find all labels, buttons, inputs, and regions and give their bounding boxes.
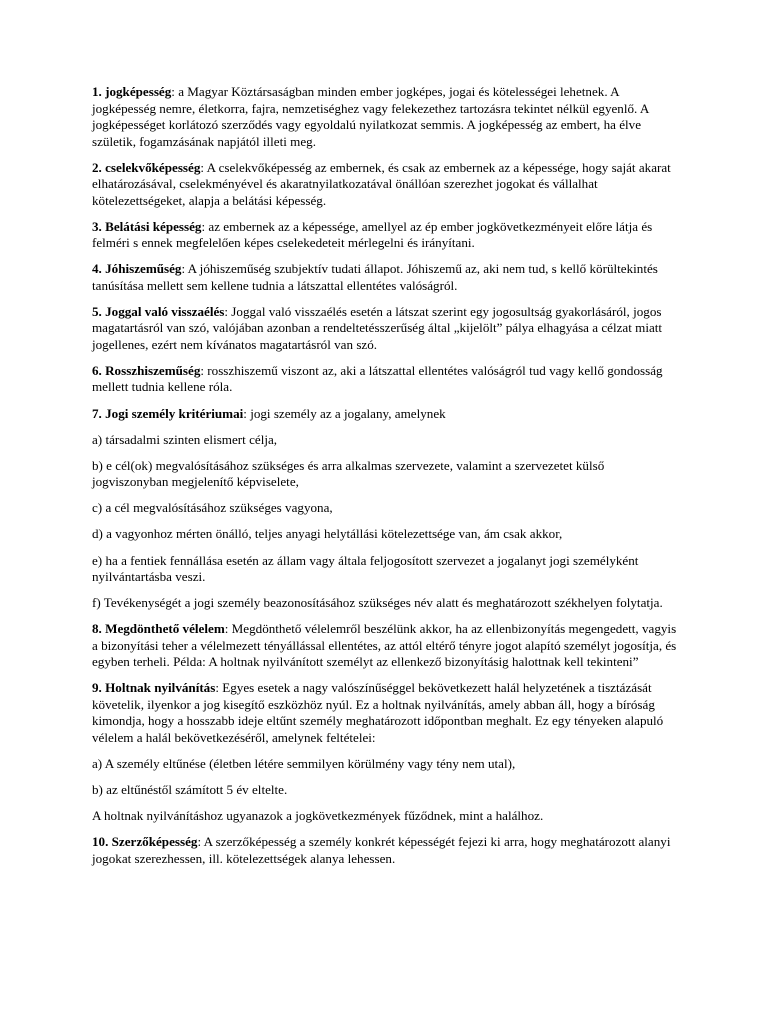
paragraph-text: : Joggal való visszaélés esetén a látszat szerint egy jogosultság gyakorlásáról, jogos magatartásról van szó, valójában azonban a rendeltetésszerűség által „kijelölt” pálya elhagyása a célzat miatt jogellenes, ezért nem kívánatos magatartásról van szó.	[92, 303, 663, 352]
paragraph-text: f) Tevékenységét a jogi személy beazonosításához szükséges név alatt és meghatározott székhelyen folytatja.	[92, 595, 663, 611]
paragraph-text: : Megdönthető vélelemről beszélünk akkor, ha az ellenbizonyítás megengedett, vagyis a bizonyítási teher a vélelmezett tényállással ellentétes, az attól eltérő tényre jogot alapító személyt jogosítja, és egyben terheli. Példa: A holtnak nyilvánított személyt az ellenkező bizonyításig halottnak kell tekinteni”	[92, 621, 677, 670]
paragraph-text: : rosszhiszemű viszont az, aki a látszattal ellentétes valóságról tud vagy kellő gondosság mellett tudnia kellene róla.	[92, 362, 663, 395]
paragraph-text: a) társadalmi szinten elismert célja,	[92, 431, 278, 447]
term-heading: 8. Megdönthető vélelem	[92, 621, 225, 637]
paragraph-text: A holtnak nyilvánításhoz ugyanazok a jogkövetkezmények fűződnek, mint a halálhoz.	[92, 808, 544, 824]
paragraph-4	[92, 261, 682, 294]
list-item-7d	[92, 526, 682, 543]
paragraph-8	[92, 621, 682, 671]
list-item-9b	[92, 782, 682, 799]
term-heading: 2. cselekvőképesség	[92, 159, 201, 175]
term-heading: 7. Jogi személy kritériumai	[92, 405, 244, 421]
list-item-7c	[92, 500, 682, 517]
paragraph-text: a) A személy eltűnése (életben létére semmilyen körülmény vagy tény nem utal),	[92, 755, 516, 771]
term-heading: 6. Rosszhiszeműség	[92, 362, 201, 378]
term-heading: 3. Belátási képesség	[92, 218, 202, 234]
paragraph-text: b) e cél(ok) megvalósításához szükséges és arra alkalmas szervezete, valamint a szervezetet külső jogviszonyban megjelenítő képviselete,	[92, 457, 605, 490]
paragraph-text: : az embernek az a képessége, amellyel az ép ember jogkövetkezményeit előre látja és felméri s ennek megfelelően képes cselekedeteit mérlegelni és irányítani.	[92, 218, 653, 251]
list-item-7f	[92, 595, 682, 612]
paragraph-10	[92, 834, 682, 867]
paragraph-text: : A jóhiszeműség szubjektív tudati állapot. Jóhiszemű az, aki nem tud, s kellő körültekintés tanúsítása mellett sem kellene tudnia a látszattal ellentétes valóságról.	[92, 261, 658, 293]
term-heading: 10. Szerzőképesség	[92, 834, 198, 850]
document-page	[92, 84, 682, 877]
paragraph-9	[92, 680, 682, 746]
paragraph-text: : Egyes esetek a nagy valószínűséggel bekövetkezett halál helyzetének a tisztázását követelik, ilyenkor a jog kisegítő eszközhöz nyúl. Ez a holtnak nyilvánítás, amely abban áll, hogy a bíróság kimondja, hogy a hosszabb ideje eltűnt személy meghatározott időpontban meghalt. Ez egy tényeken alapuló vélelem a halál bekövetkezéséről, amelynek feltételei:	[92, 680, 664, 745]
paragraph-text: e) ha a fentiek fennállása esetén az állam vagy általa feljogosított szervezet a jogalanyt jogi személyként nyilvántartásba veszi.	[92, 552, 639, 585]
paragraph-text: : jogi személy az a jogalany, amelynek	[243, 405, 446, 421]
paragraph-text: : a Magyar Köztársaságban minden ember jogképes, jogai és kötelességei lehetnek. A jogképesség nemre, életkorra, fajra, nemzetiséghez vagy felekezethez tartozásra tekintet nélkül egyenlő. A jogképességet korlátozó szerződés vagy egyoldalú nyilatkozat semmis. A jogképesség az embert, ha élve születik, fogamzásának napjától illeti meg.	[92, 84, 649, 149]
paragraph-text: c) a cél megvalósításához szükséges vagyona,	[92, 500, 333, 516]
term-heading: 5. Joggal való visszaélés	[92, 303, 225, 319]
list-item-7a	[92, 432, 682, 449]
paragraph-6	[92, 363, 682, 396]
paragraph-2	[92, 160, 682, 210]
paragraph-7	[92, 406, 682, 423]
paragraph-9-summary	[92, 808, 682, 825]
list-item-7e	[92, 553, 682, 586]
term-heading: 9. Holtnak nyilvánítás	[92, 680, 216, 696]
paragraph-5	[92, 304, 682, 354]
list-item-9a	[92, 756, 682, 773]
term-heading: 4. Jóhiszeműség	[92, 261, 182, 277]
paragraph-3	[92, 219, 682, 252]
paragraph-text: : A cselekvőképesség az embernek, és csak az embernek az a képessége, hogy saját akarat elhatározásával, cselekményével és akaratnyilatkozatával önállóan szerezhet jogokat és vállalhat kötelezettségeket, alapja a belátási képesség.	[92, 159, 671, 208]
paragraph-text: : A szerzőképesség a személy konkrét képességét fejezi ki arra, hogy meghatározott alanyi jogokat szerezhessen, ill. kötelezettségek alanya lehessen.	[92, 834, 671, 866]
list-item-7b	[92, 458, 682, 491]
paragraph-text: d) a vagyonhoz mérten önálló, teljes anyagi helytállási kötelezettsége van, ám csak akkor,	[92, 526, 563, 542]
paragraph-text: b) az eltűnéstől számított 5 év eltelte.	[92, 782, 288, 797]
paragraph-1	[92, 84, 682, 150]
term-heading: 1. jogképesség	[92, 84, 172, 99]
